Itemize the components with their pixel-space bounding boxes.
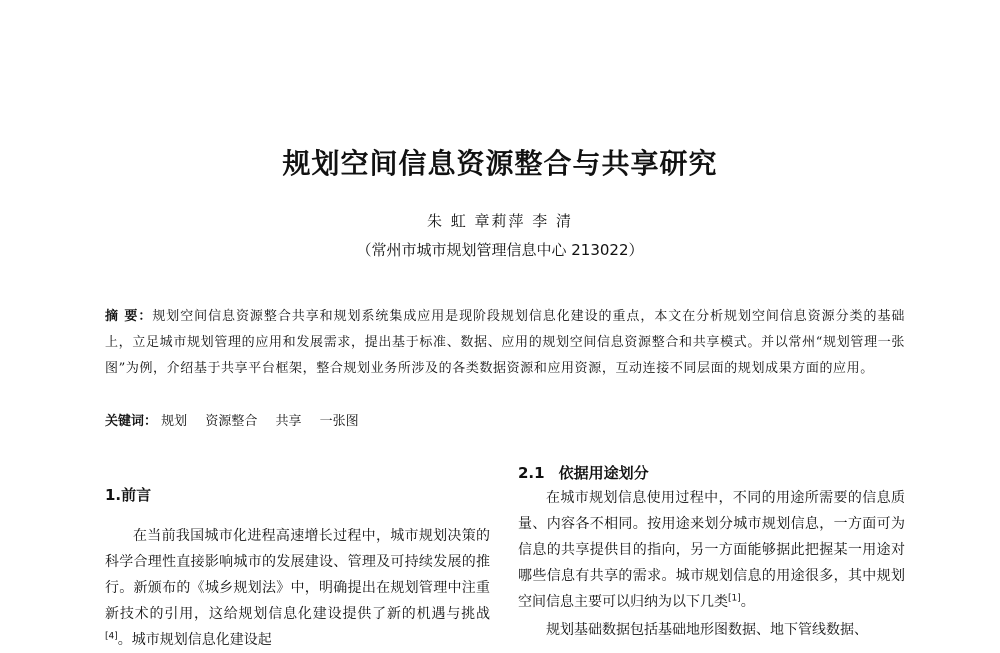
section-2-1-paragraph-2: 规划基础数据包括基础地形图数据、地下管线数据、 (546, 622, 868, 638)
keywords-label: 关键词： (105, 414, 158, 429)
keyword: 资源整合 (205, 414, 258, 429)
authors: 朱 虹 章莉萍 李 清 (426, 212, 574, 230)
introduction-paragraph (105, 523, 490, 653)
paragraph-text-tail: 。 (740, 594, 755, 610)
abstract-label: 摘 要： (105, 309, 153, 324)
keyword: 一张图 (319, 414, 359, 429)
section-number: 2.1 (518, 464, 545, 482)
affiliation: （常州市城市规划管理信息中心 213022） (356, 241, 644, 259)
abstract-text: 规划空间信息资源整合共享和规划系统集成应用是现阶段规划信息化建设的重点，本文在分析规划空间信息资源分类的基础上，立足城市规划管理的应用和发展需求，提出基于标准、数据、应用的规划空间信息资源整合和共享模式。并以常州“规划管理一张图”为例，介绍基于共享平台框架，整合规划业务所涉及的各类数据资源和应用资源，互动连接不同层面的规划成果方面的应用。 (105, 309, 905, 376)
section-title: 依据用途划分 (558, 464, 649, 482)
keywords (105, 410, 905, 434)
citation-ref[interactable]: [4] (105, 631, 118, 642)
paragraph-text-tail: 。城市规划信息化建设起 (117, 632, 272, 648)
paragraph-text: 在当前我国城市化进程高速增长过程中，城市规划决策的科学合理性直接影响城市的发展建设、管理及可持续发展的推行。新颁布的《城乡规划法》中，明确提出在规划管理中注重新技术的引用，这给规划信息化建设提供了新的机遇与挑战 (105, 528, 490, 622)
paragraph-text: 在城市规划信息使用过程中，不同的用途所需要的信息质量、内容各不相同。按用途来划分城市规划信息，一方面可为信息的共享提供目的指向，另一方面能够据此把握某一用途对哪些信息有共享的需求。城市规划信息的用途很多，其中规划空间信息主要可以归纳为以下几类 (518, 490, 905, 610)
keyword: 共享 (275, 414, 302, 429)
section-2-1-paragraph (518, 485, 905, 615)
paper-title: 规划空间信息资源整合与共享研究 (282, 147, 718, 180)
citation-ref[interactable]: [1] (728, 593, 741, 604)
right-column (518, 462, 905, 643)
section-heading-2-1 (518, 462, 905, 483)
abstract (105, 304, 905, 382)
section-heading-introduction: 1.前言 (105, 486, 152, 504)
left-column (105, 478, 490, 653)
keyword: 规划 (161, 414, 188, 429)
